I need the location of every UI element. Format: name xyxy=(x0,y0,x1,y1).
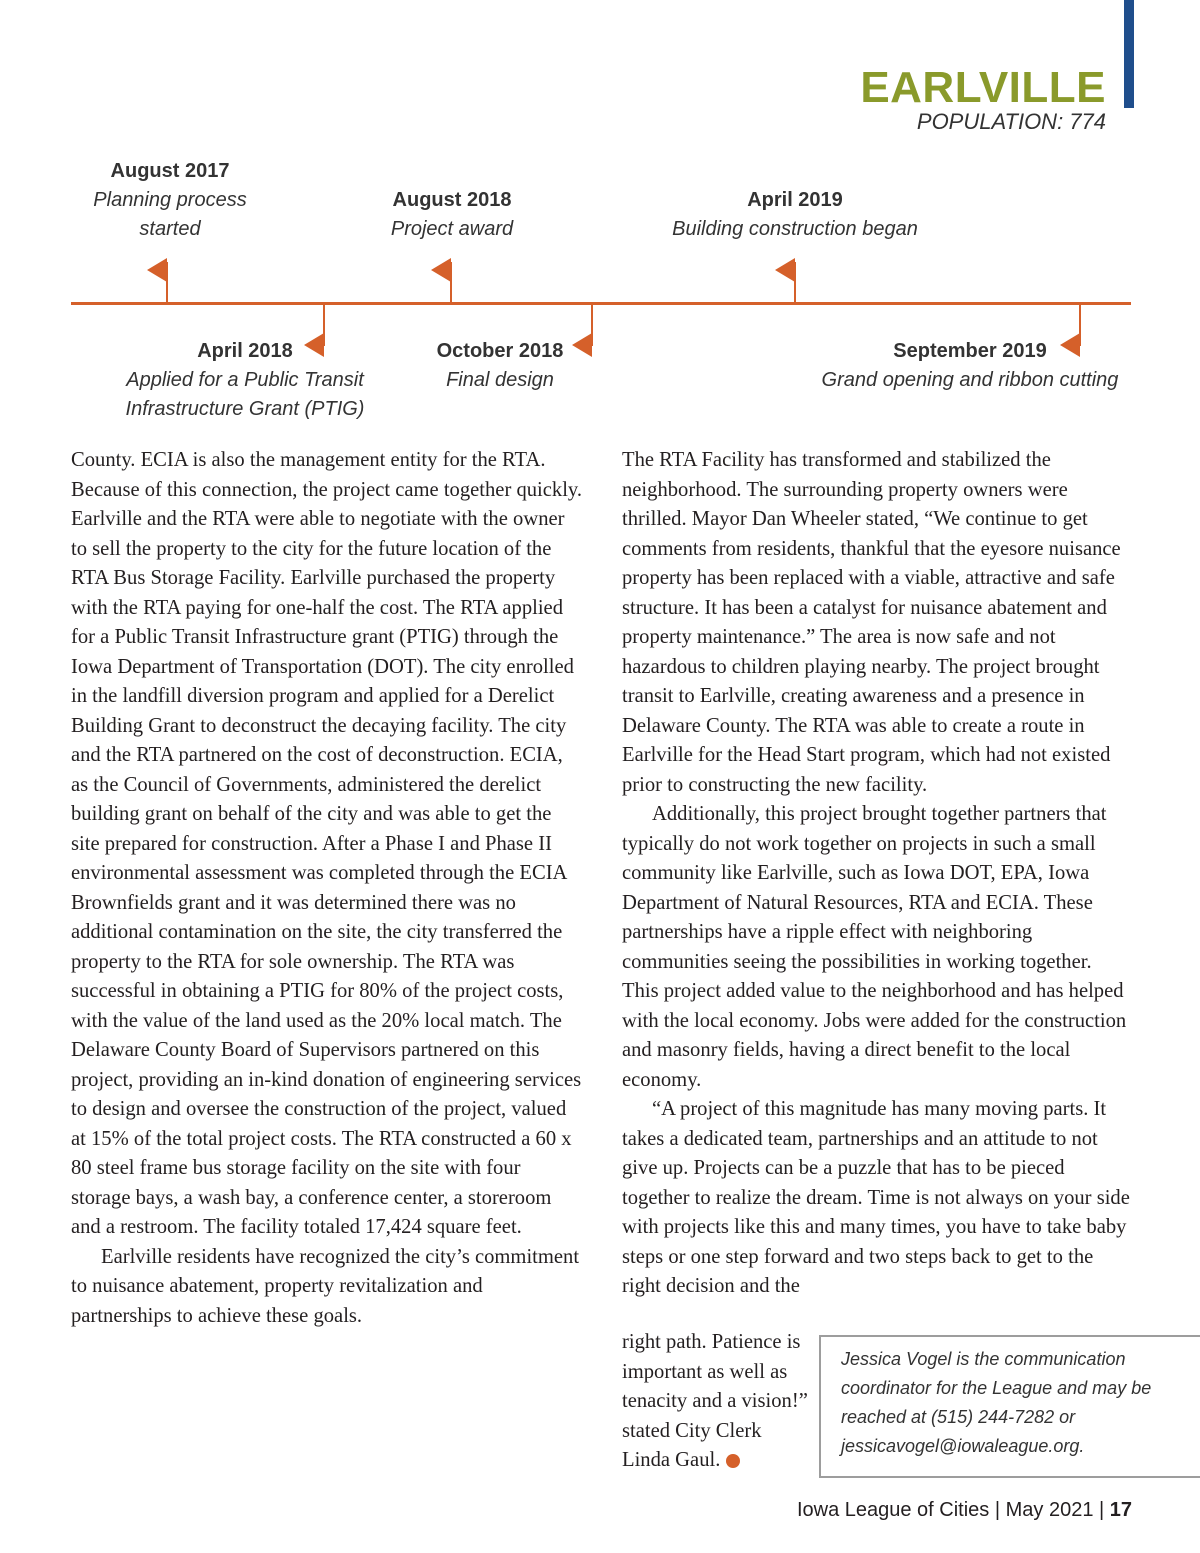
header-accent-bar xyxy=(1124,0,1134,108)
timeline-event-date: April 2018 xyxy=(197,340,293,362)
footer-publication: Iowa League of Cities | May 2021 | xyxy=(796,1499,1110,1521)
page-footer xyxy=(797,1499,1132,1522)
flag-icon xyxy=(431,258,451,282)
article-paragraph: County. ECIA is also the management entity for the RTA. Because of this connection, the project came together quickly. Earlville and the RTA were able to negotiate with the owner to sell the property to the city for the future location of the RTA Bus Storage Facility. Earlville purchased the property with the RTA paying for one-half the cost. The RTA applied for a Public Transit Infrastructure grant (PTIG) through the Iowa Department of Transportation (DOT). The city enrolled in the landfill diversion program and applied for a Derelict Building Grant to deconstruct the decaying facility. The city and the RTA partnered on the cost of deconstruction. ECIA, as the Council of Governments, administered the derelict building grant on behalf of the city and was able to get the site prepared for construction. After a Phase I and Phase II environmental assessment was completed through the ECIA Brownfields grant and it was determined there was no additional contamination on the site, the city transferred the property to the RTA for sole ownership. The RTA was successful in obtaining a PTIG for 80% of the project costs, with the value of the land used as the 20% local match. The Delaware County Board of Supervisors partnered on this project, providing an in-kind donation of engineering services to design and oversee the construction of the project, valued at 15% of the total project costs. The RTA constructed a 60 x 80 steel frame bus storage facility on the site with four storage bays, a wash bay, a conference center, a storeroom and a restroom. The facility totaled 17,424 square feet. xyxy=(71,449,583,1238)
timeline-event-date: April 2019 xyxy=(747,189,843,211)
timeline-event xyxy=(100,337,390,424)
timeline-event-desc: Infrastructure Grant (PTIG) xyxy=(125,398,365,420)
article-paragraph: The RTA Facility has transformed and stabilized the neighborhood. The surrounding property owners were thrilled. Mayor Dan Wheeler stated, “We continue to get comments from residents, thankful that the eyesore nuisance property has been replaced with a viable, attractive and safe structure. It has been a catalyst for nuisance abatement and property maintenance.” The area is now safe and not hazardous to children playing nearby. The project brought transit to Earlville, creating awareness and a presence in Delaware County. The RTA was able to create a route in Earlville for the Head Start program, which had not existed prior to constructing the new facility. xyxy=(622,449,1121,796)
timeline-event-date: October 2018 xyxy=(436,340,564,362)
article-column-right xyxy=(622,446,1132,1302)
author-bio-text: Jessica Vogel is the communication coordinator for the League and may be reached at (515) 244-7282 or jessicavogel@iowaleague.org. xyxy=(841,1349,1152,1456)
timeline-event-desc: Planning process xyxy=(93,189,247,211)
timeline-event-date: September 2019 xyxy=(893,340,1047,362)
timeline-event xyxy=(805,337,1135,395)
timeline-event-date: August 2018 xyxy=(392,189,512,211)
article-closing-text: right path. Patience is important as well as tenacity and a vision!” stated City Clerk Linda Gaul. xyxy=(622,1331,808,1471)
timeline-event xyxy=(410,337,590,395)
timeline-event-desc: Final design xyxy=(446,369,554,391)
timeline-event xyxy=(60,157,280,244)
population-label: POPULATION: 774 xyxy=(916,109,1106,134)
page-number: 17 xyxy=(1109,1499,1132,1521)
end-mark-icon xyxy=(726,1454,740,1468)
article-paragraph: “A project of this magnitude has many moving parts. It takes a dedicated team, partnerships and an attitude to not give up. Projects can be a puzzle that has to be pieced together to realize the dream. Time is not always on your side with projects like this and many times, you have to take baby steps or one step forward and two steps back to get to the right decision and the xyxy=(622,1098,1130,1297)
timeline-event xyxy=(640,186,950,244)
timeline-event xyxy=(352,186,552,244)
timeline-event-desc: Project award xyxy=(390,218,514,240)
timeline-event-desc: Building construction began xyxy=(672,218,918,240)
page-title: EARLVILLE xyxy=(860,63,1106,112)
timeline-event-desc: Grand opening and ribbon cutting xyxy=(821,369,1119,391)
author-bio-box xyxy=(819,1335,1200,1478)
article-column-left xyxy=(71,446,583,1331)
timeline-axis xyxy=(71,302,1131,305)
article-paragraph: Earlville residents have recognized the city’s commitment to nuisance abatement, property revitalization and partnerships to achieve these goals. xyxy=(71,1245,580,1327)
flag-icon xyxy=(775,258,795,282)
timeline-event-desc: started xyxy=(139,218,201,240)
article-closing xyxy=(622,1328,812,1476)
timeline-event-date: August 2017 xyxy=(110,160,230,182)
article-paragraph: Additionally, this project brought together partners that typically do not work together on projects in such a small community like Earlville, such as Iowa DOT, EPA, Iowa Department of Natural Resources, RTA and ECIA. These partnerships have a ripple effect with neighboring communities seeing the possibilities in working together. This project added value to the neighborhood and has helped with the local economy. Jobs were added for the construction and masonry fields, having a direct benefit to the local economy. xyxy=(622,803,1127,1091)
flag-icon xyxy=(147,258,167,282)
timeline-event-desc: Applied for a Public Transit xyxy=(126,369,364,391)
